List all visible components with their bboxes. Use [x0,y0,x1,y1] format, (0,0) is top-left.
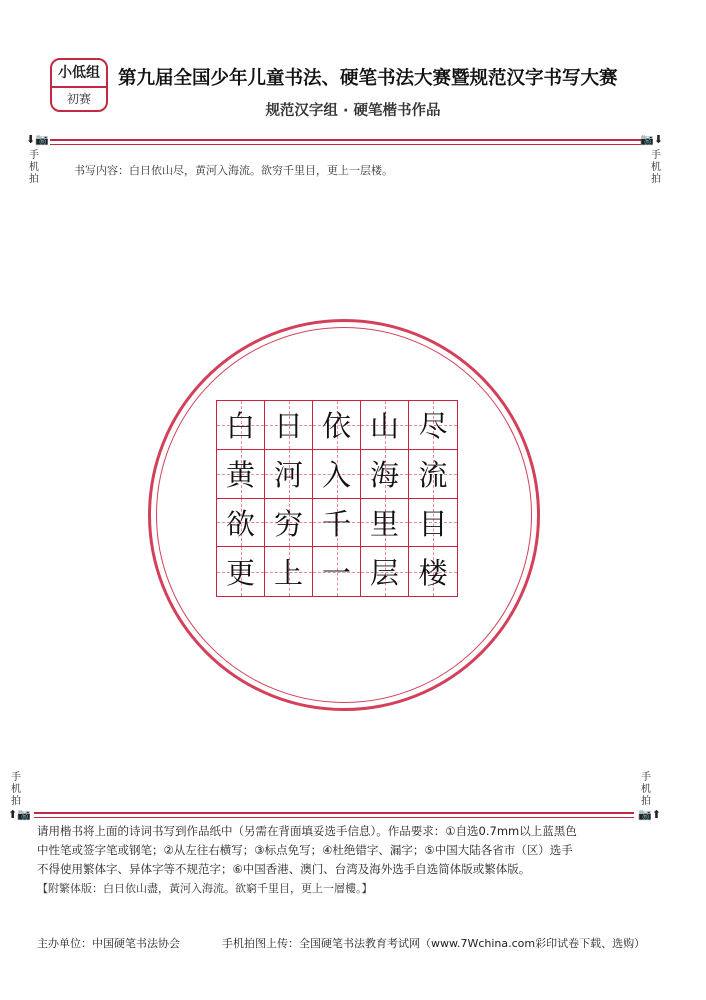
grid-cell: 千 [313,499,361,548]
upload-info-text: 手机拍图上传：全国硬笔书法教育考试网（www.7Wchina.com彩印试卷下载、选购） [222,937,646,950]
grid-cell: 一 [313,547,361,596]
grid-cell: 山 [361,401,409,450]
grid-cell: 河 [265,450,313,499]
grid-cell: 入 [313,450,361,499]
group-label: 小低组 [52,60,106,88]
grid-cell: 楼 [409,547,457,596]
phone-shoot-label-bottom-left: 手 机 拍 [11,772,21,807]
grid-cell: 上 [265,547,313,596]
camera-arrow-icon-bottom-right: 📷⬆ [638,808,661,821]
grid-cell: 海 [361,450,409,499]
phone-shoot-label-top-right: 手 机 拍 [651,150,661,185]
grid-cell: 目 [409,499,457,548]
writing-content: 书写内容：白日依山尽，黄河入海流。欲穷千里目，更上一层楼。 [74,164,393,177]
instruction-line: 中性笔或签字笔或钢笔；②从左往右横写；③标点免写；④杜绝错字、漏字；⑤中国大陆各省市（区）选手 [37,843,573,857]
camera-arrow-icon-top-right: 📷⬇ [640,133,663,146]
grid-cell: 里 [361,499,409,548]
camera-arrow-icon-top-left: ⬇📷 [26,133,49,146]
grid-cell: 日 [265,401,313,450]
grid-cell: 更 [217,547,265,596]
category-subtitle: 规范汉字组 · 硬笔楷书作品 [265,103,441,119]
top-rule-thick [50,139,644,141]
traditional-version-note: 【附繁体版：白日依山盡，黃河入海流。欲窮千里目，更上一層樓。】 [37,882,373,895]
grid-cell: 层 [361,547,409,596]
grid-cell: 依 [313,401,361,450]
writing-instructions [37,822,677,898]
grid-cell: 欲 [217,499,265,548]
phone-shoot-label-bottom-right: 手 机 拍 [641,772,651,807]
competition-title: 第九届全国少年儿童书法、硬笔书法大赛暨规范汉字书写大赛 [118,68,618,89]
camera-arrow-icon-bottom-left: ⬆📷 [8,808,31,821]
bottom-rule-thin [34,817,634,818]
organizer-text: 主办单位：中国硬笔书法协会 [37,937,180,950]
grid-cell: 穷 [265,499,313,548]
round-label: 初赛 [66,92,91,106]
grid-cell: 流 [409,450,457,499]
instruction-line: 请用楷书将上面的诗词书写到作品纸中（另需在背面填妥选手信息）。作品要求：①自选0.7mm以上蓝黑色 [37,824,577,838]
grid-cell: 白 [217,401,265,450]
bottom-rule-thick [34,812,634,814]
calligraphy-grid [216,400,458,597]
instruction-line: 不得使用繁体字、异体字等不规范字；⑥中国香港、澳门、台湾及海外选手自选简体版或繁体版。 [37,862,531,876]
grid-cell: 黄 [217,450,265,499]
phone-shoot-label-top-left: 手 机 拍 [29,150,39,185]
grid-cell: 尽 [409,401,457,450]
top-rule-thin [50,144,644,145]
